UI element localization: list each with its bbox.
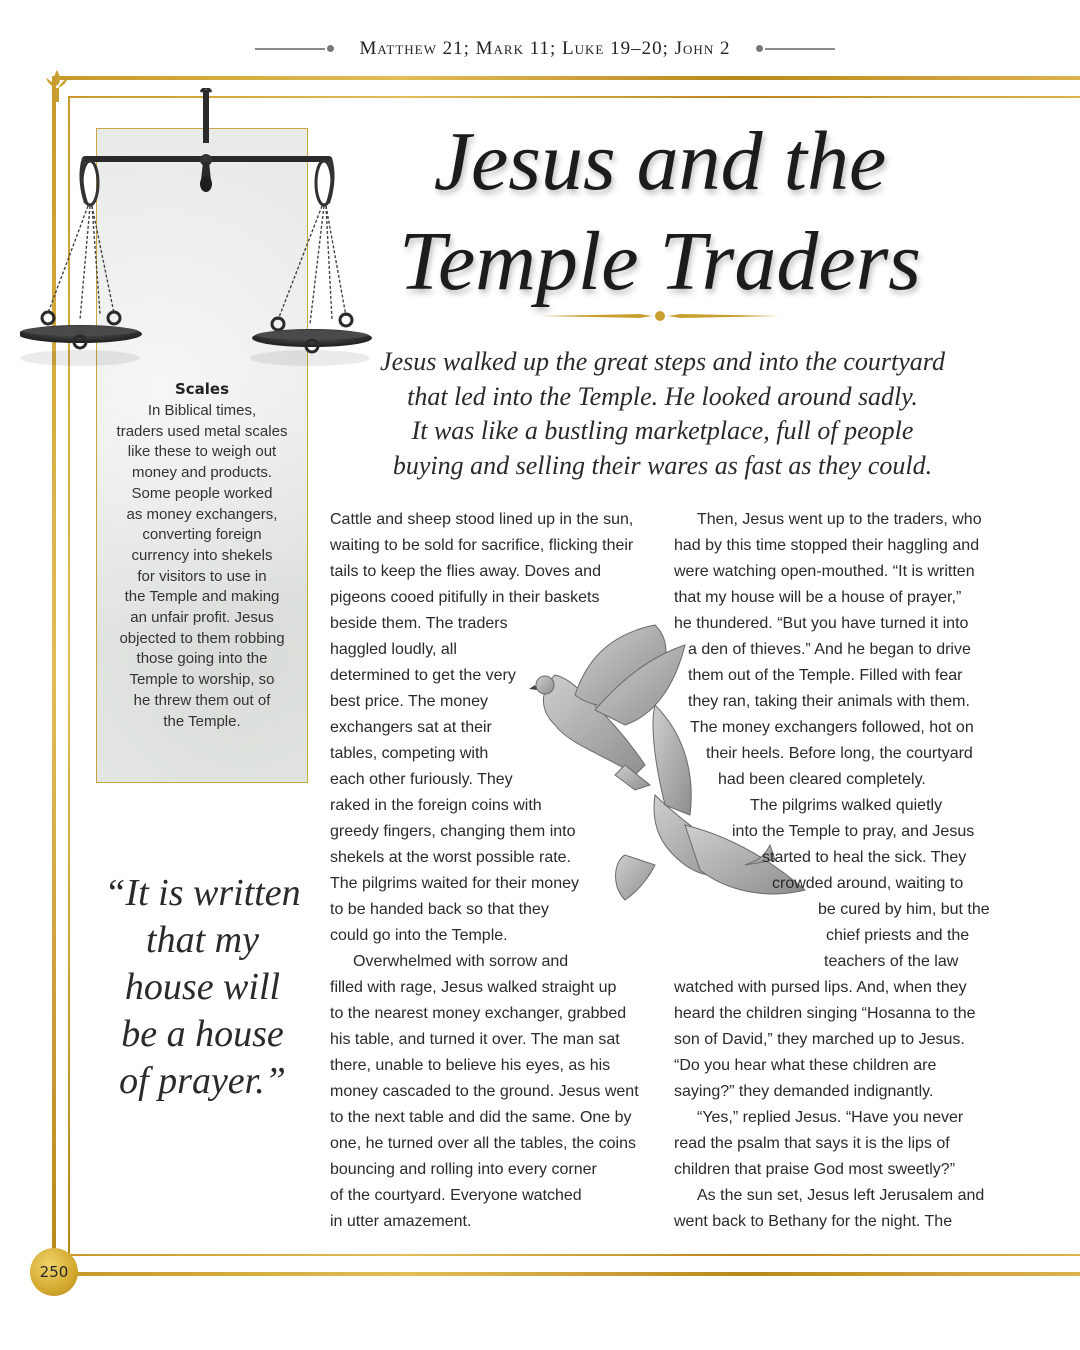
caption-line: for visitors to use in bbox=[137, 567, 267, 585]
body-col1-line: greedy fingers, changing them into bbox=[330, 823, 576, 840]
running-head-text: Matthew 21; Mark 11; Luke 19–20; John 2 bbox=[359, 38, 731, 59]
body-col2-line: were watching open-mouthed. “It is written bbox=[674, 563, 975, 580]
body-col1-line: raked in the foreign coins with bbox=[330, 797, 542, 814]
body-col1-line: each other furiously. They bbox=[330, 771, 513, 788]
frame-bottom-inner bbox=[68, 1254, 1080, 1256]
caption-line: money and products. bbox=[131, 464, 273, 482]
intro-paragraph bbox=[360, 345, 965, 483]
body-col2-line: Then, Jesus went up to the traders, who bbox=[697, 511, 982, 528]
caption-line: Temple to worship, so bbox=[129, 671, 275, 689]
body-col2-line: went back to Bethany for the night. The bbox=[674, 1213, 953, 1230]
intro-line: It was like a bustling marketplace, full of people bbox=[411, 416, 914, 445]
body-col2-line: watched with pursed lips. And, when they bbox=[674, 979, 967, 996]
caption-line: as money exchangers, bbox=[126, 505, 278, 523]
running-head bbox=[255, 36, 835, 62]
pull-quote-line: “It is written bbox=[104, 872, 301, 914]
caption-line: those going into the bbox=[136, 650, 268, 668]
body-col2-line: a den of thieves.” And he began to drive bbox=[688, 641, 971, 658]
body-col2-line: be cured by him, but the bbox=[818, 901, 990, 918]
caption-line: like these to weigh out bbox=[127, 443, 277, 461]
body-col1-line: of the courtyard. Everyone watched bbox=[330, 1187, 582, 1204]
body-col1-line: in utter amazement. bbox=[330, 1213, 472, 1230]
body-col2-line: children that praise God most sweetly?” bbox=[674, 1161, 956, 1178]
body-col1-line: his table, and turned it over. The man sat bbox=[330, 1031, 620, 1048]
pull-quote-line: of prayer.” bbox=[119, 1060, 286, 1102]
frame-top-outer bbox=[58, 76, 1080, 80]
body-col2-line: they ran, taking their animals with them. bbox=[688, 693, 970, 710]
intro-line: Jesus walked up the great steps and into the courtyard bbox=[380, 347, 945, 376]
page-title bbox=[340, 112, 980, 312]
body-col2-line: had by this time stopped their haggling and bbox=[674, 537, 980, 554]
title-line-2: Temple Traders bbox=[398, 215, 921, 308]
body-col1-line: pigeons cooed pitifully in their baskets bbox=[330, 589, 600, 606]
body-col2-line: had been cleared completely. bbox=[718, 771, 926, 788]
body-col2-line: saying?” they demanded indignantly. bbox=[674, 1083, 934, 1100]
body-col1-line: best price. The money bbox=[330, 693, 489, 710]
body-col1-line: shekels at the worst possible rate. bbox=[330, 849, 572, 866]
body-col2-line: their heels. Before long, the courtyard bbox=[706, 745, 973, 762]
body-col1-line: money cascaded to the ground. Jesus went bbox=[330, 1083, 639, 1100]
body-col1-line: The pilgrims waited for their money bbox=[330, 875, 579, 892]
body-col1-line: exchangers sat at their bbox=[330, 719, 492, 736]
intro-line: that led into the Temple. He looked around sadly. bbox=[407, 381, 918, 411]
body-col1-line: to the next table and did the same. One by bbox=[330, 1109, 632, 1126]
body-col2-line: crowded around, waiting to bbox=[772, 875, 964, 892]
body-col2-line: “Yes,” replied Jesus. “Have you never bbox=[697, 1109, 964, 1126]
pull-quote bbox=[100, 870, 305, 1105]
frame-bottom-outer bbox=[75, 1272, 1080, 1276]
body-col1-line: tails to keep the flies away. Doves and bbox=[330, 563, 601, 580]
caption-line: Some people worked bbox=[131, 484, 273, 502]
body-col1-line: Cattle and sheep stood lined up in the sun, bbox=[330, 511, 634, 528]
caption-line: the Temple. bbox=[163, 712, 241, 730]
body-col2-line: The money exchangers followed, hot on bbox=[690, 719, 974, 736]
scales-image bbox=[20, 88, 380, 378]
body-col1-line: beside them. The traders bbox=[330, 615, 508, 632]
page-number: 250 bbox=[30, 1248, 78, 1296]
caption-line: traders used metal scales bbox=[116, 422, 288, 440]
body-col2-line: teachers of the law bbox=[824, 953, 959, 970]
body-col1-line: waiting to be sold for sacrifice, flicking their bbox=[330, 537, 634, 554]
pull-quote-line: that my bbox=[146, 919, 259, 961]
body-col1-line: filled with rage, Jesus walked straight up bbox=[330, 979, 617, 996]
title-divider-ornament-icon bbox=[540, 306, 780, 326]
body-col2-line: The pilgrims walked quietly bbox=[750, 797, 943, 814]
title-line-1: Jesus and the bbox=[433, 115, 887, 208]
body-col1-line: to be handed back so that they bbox=[330, 901, 549, 918]
body-col1-line: Overwhelmed with sorrow and bbox=[353, 953, 569, 970]
caption-line: an unfair profit. Jesus bbox=[130, 609, 274, 627]
body-col2-line: “Do you hear what these children are bbox=[674, 1057, 937, 1074]
body-col2-line: son of David,” they marched up to Jesus. bbox=[674, 1031, 965, 1048]
intro-line: buying and selling their wares as fast as they could. bbox=[392, 450, 933, 480]
body-col2-line: into the Temple to pray, and Jesus bbox=[732, 823, 975, 840]
pull-quote-line: house will bbox=[124, 966, 281, 1008]
body-col1-line: to the nearest money exchanger, grabbed bbox=[330, 1005, 627, 1022]
body-col1-line: haggled loudly, all bbox=[330, 641, 457, 658]
body-col2-line: heard the children singing “Hosanna to the bbox=[674, 1005, 976, 1022]
caption-line: converting foreign bbox=[142, 526, 262, 544]
body-col2-line: them out of the Temple. Filled with fear bbox=[688, 667, 963, 684]
caption-body bbox=[104, 401, 300, 732]
caption-line: he threw them out of bbox=[133, 691, 271, 709]
body-col2-line: he thundered. “But you have turned it into bbox=[674, 615, 969, 632]
body-col1-line: one, he turned over all the tables, the coins bbox=[330, 1135, 636, 1152]
pull-quote-line: be a house bbox=[121, 1013, 284, 1055]
caption-line: In Biblical times, bbox=[147, 402, 257, 419]
caption-line: the Temple and making bbox=[124, 588, 280, 606]
caption-title: Scales bbox=[174, 380, 230, 398]
body-col1-line: tables, competing with bbox=[330, 745, 489, 762]
body-col2-line: that my house will be a house of prayer,” bbox=[674, 589, 962, 606]
body-col2-line: started to heal the sick. They bbox=[762, 849, 967, 866]
body-col1-line: there, unable to believe his eyes, as his bbox=[330, 1057, 611, 1074]
body-col2-line: read the psalm that says it is the lips of bbox=[674, 1135, 950, 1152]
body-col1-line: bouncing and rolling into every corner bbox=[330, 1161, 597, 1178]
caption-line: objected to them robbing bbox=[119, 629, 285, 647]
body-col1-line: could go into the Temple. bbox=[330, 927, 508, 944]
body-col2-line: chief priests and the bbox=[826, 927, 970, 944]
caption-line: currency into shekels bbox=[131, 546, 273, 564]
body-col2-line: As the sun set, Jesus left Jerusalem and bbox=[697, 1187, 985, 1204]
body-col1-line: determined to get the very bbox=[330, 667, 516, 684]
